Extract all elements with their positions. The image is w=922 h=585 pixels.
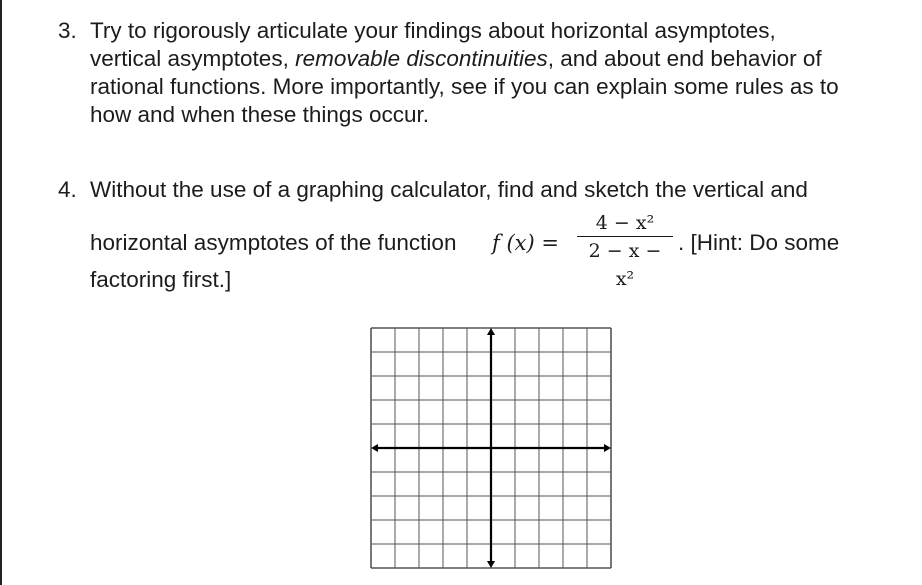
y-axis-bottom-arrow <box>487 561 495 568</box>
fraction-numerator: 4 − x² <box>595 212 655 234</box>
problem-4-text <box>90 176 908 294</box>
problem-3-line-3: rational functions. More importantly, see if you can explain some rules as to <box>90 74 839 99</box>
problem-3-line-1: Try to rigorously articulate your findings about horizontal asymptotes, <box>90 18 776 43</box>
function-lhs: f (x) = <box>492 231 559 255</box>
coordinate-axes <box>371 328 611 568</box>
problem-4-line-3: factoring first.] <box>90 267 232 292</box>
problem-3 <box>58 17 908 129</box>
x-axis-right-arrow <box>604 444 611 452</box>
y-axis-top-arrow <box>487 328 495 335</box>
fraction-denominator: 2 − x − x² <box>588 240 662 290</box>
problem-3-line-2 <box>90 45 908 73</box>
problem-4-number: 4. <box>58 177 77 202</box>
graph-grid <box>369 326 613 570</box>
problem-3-line-2-start: vertical asymptotes, <box>90 46 296 71</box>
problem-3-line-4: how and when these things occur. <box>90 102 429 127</box>
problem-4 <box>58 176 908 294</box>
problem-4-line-2-start: horizontal asymptotes of the function <box>90 230 457 255</box>
problem-4-line-1: Without the use of a graphing calculator, find and sketch the vertical and <box>90 177 808 202</box>
rational-function-fraction <box>577 210 673 290</box>
problem-3-emphasis: removable discontinuities <box>295 46 548 71</box>
page-left-border <box>0 0 2 585</box>
problem-3-line-2-end: , and about end behavior of <box>547 46 822 71</box>
problem-4-hint: . [Hint: Do some <box>678 230 840 255</box>
x-axis-left-arrow <box>371 444 378 452</box>
problem-3-number: 3. <box>58 18 77 43</box>
problem-3-text <box>90 17 908 129</box>
